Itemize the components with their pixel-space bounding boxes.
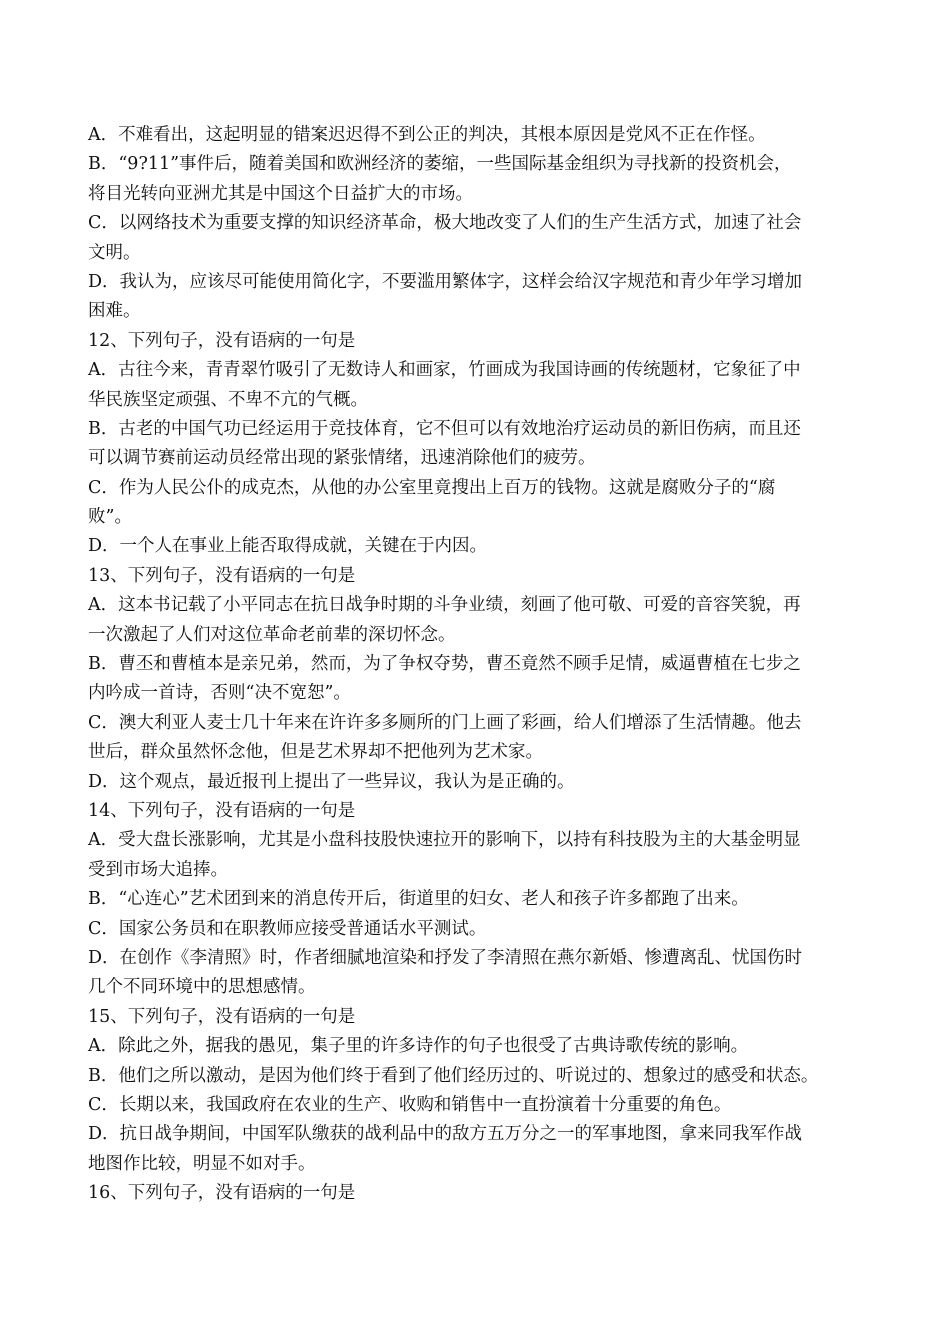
text-line: A．受大盘长涨影响，尤其是小盘科技股快速拉开的影响下，以持有科技股为主的大基金明显 (88, 830, 801, 851)
document-body (88, 121, 868, 1208)
text-line: A．不难看出，这起明显的错案迟迟得不到公正的判决，其根本原因是党风不正在作怪。 (88, 125, 766, 145)
text-line: C．以网络技术为重要支撑的知识经济革命，极大地改变了人们的生产生活方式，加速了社会 (88, 213, 802, 234)
text-line: B．曹丕和曹植本是亲兄弟，然而，为了争权夺势，曹丕竟然不顾手足情，威逼曹植在七步之 (88, 654, 801, 675)
text-line: C．国家公务员和在职教师应接受普通话水平测试。 (88, 918, 487, 939)
text-line: 将目光转向亚洲尤其是中国这个日益扩大的市场。 (88, 183, 473, 204)
text-line: B．古老的中国气功已经运用于竞技体育，它不但可以有效地治疗运动员的新旧伤病，而且还 (88, 418, 801, 439)
text-line: D．这个观点，最近报刊上提出了一些异议，我认为是正确的。 (88, 771, 575, 792)
text-line: B．“心连心”艺术团到来的消息传开后，街道里的妇女、老人和孩子许多都跑了出来。 (88, 889, 749, 910)
text-line: C．长期以来，我国政府在农业的生产、收购和销售中一直扮演着十分重要的角色。 (88, 1094, 732, 1115)
text-line: 一次激起了人们对这位革命老前辈的深切怀念。 (88, 624, 456, 645)
text-line: B．他们之所以激动，是因为他们终于看到了他们经历过的、听说过的、想象过的感受和状态。 (88, 1065, 819, 1086)
question-heading: 16、下列句子，没有语病的一句是 (88, 1183, 356, 1204)
question-heading: 15、下列句子，没有语病的一句是 (88, 1006, 356, 1027)
question-heading: 12、下列句子，没有语病的一句是 (88, 330, 356, 351)
text-line: 华民族坚定顽强、不卑不亢的气概。 (88, 389, 368, 410)
text-line: D．我认为，应该尽可能使用简化字，不要滥用繁体字，这样会给汉字规范和青少年学习增加 (88, 271, 803, 292)
text-line: C．澳大利亚人麦士几十年来在许许多多厕所的门上画了彩画，给人们增添了生活情趣。他去 (88, 712, 802, 733)
question-heading: 13、下列句子，没有语病的一句是 (88, 565, 356, 586)
text-line: 世后，群众虽然怀念他，但是艺术界却不把他列为艺术家。 (88, 742, 543, 763)
text-line: 受到市场大追捧。 (88, 859, 228, 880)
text-line: A．这本书记载了小平同志在抗日战争时期的斗争业绩，刻画了他可敬、可爱的音容笑貌，再 (88, 595, 801, 616)
text-line: D．在创作《李清照》时，作者细腻地渲染和抒发了李清照在燕尔新婚、惨遭离乱、忧国伤时 (88, 947, 803, 968)
question-heading: 14、下列句子，没有语病的一句是 (88, 800, 356, 821)
text-line: C．作为人民公仆的成克杰，从他的办公室里竟搜出上百万的钱物。这就是腐败分子的“腐 (88, 477, 776, 498)
text-line: A．除此之外，据我的愚见，集子里的许多诗作的句子也很受了古典诗歌传统的影响。 (88, 1036, 749, 1057)
text-line: B．“9?11”事件后，随着美国和欧洲经济的萎缩，一些国际基金组织为寻找新的投资机会， (88, 154, 792, 175)
text-line: A．古往今来，青青翠竹吸引了无数诗人和画家，竹画成为我国诗画的传统题材，它象征了中 (88, 360, 801, 381)
text-line: 内吟成一首诗，否则“决不宽恕”。 (88, 683, 351, 704)
text-line: 地图作比较，明显不如对手。 (88, 1153, 316, 1174)
text-line: 可以调节赛前运动员经常出现的紧张情绪，迅速消除他们的疲劳。 (88, 448, 596, 469)
text-line: 困难。 (88, 301, 141, 322)
text-line: 几个不同环境中的思想感情。 (88, 977, 316, 998)
text-line: D．抗日战争期间，中国军队缴获的战利品中的敌方五万分之一的军事地图，拿来同我军作战 (88, 1124, 803, 1145)
text-line: D．一个人在事业上能否取得成就，关键在于内因。 (88, 536, 488, 557)
text-line: 败”。 (88, 507, 132, 528)
text-line: 文明。 (88, 242, 141, 263)
